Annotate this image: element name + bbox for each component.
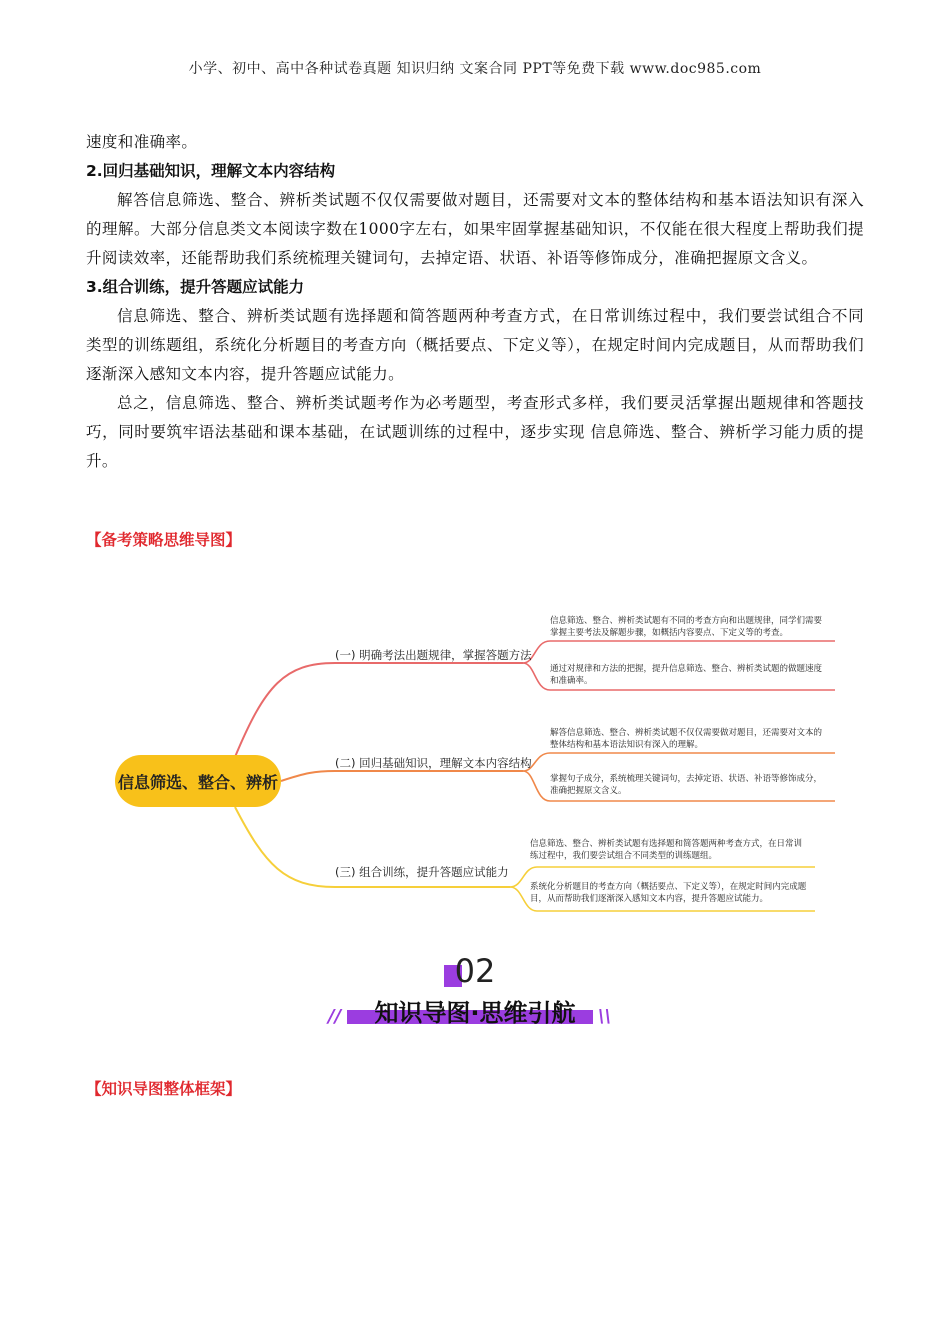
heading-2: 2.回归基础知识，理解文本内容结构 [86,162,336,180]
section-title: 知识导图·思维引航 [374,999,576,1027]
mindmap-leaf-2a: 解答信息筛选、整合、辨析类试题不仅仅需要做对题目，还需要对文本的整体结构和基本语法知识有深入的理解。 [550,728,823,750]
section-title-left-slashes-icon: // [328,1006,342,1027]
heading-3: 3.组合训练，提升答题应试能力 [86,278,305,296]
paragraph-2: 解答信息筛选、整合、辨析类试题不仅仅需要做对题目，还需要对文本的整体结构和基本语法知识有深入的理解。大部分信息类文本阅读字数在1000字左右，如果牢固掌握基础知识，不仅能在很大程度上帮助我们提升阅读效率，还能帮助我们系统梳理关键词句，去掉定语、状语、补语等修饰成分，准确把握原文含义。 [86,191,864,267]
mindmap-leaf-1b: 通过对规律和方法的把握，提升信息筛选、整合、辨析类试题的做题速度和准确率。 [550,664,823,686]
knowledge-frame-label: 【知识导图整体框架】 [86,1080,242,1098]
mindmap-leaf-3b: 系统化分析题目的考查方向（概括要点、下定义等），在规定时间内完成题目，从而帮助我们逐渐深入感知文本内容，提升答题应试能力。 [530,882,807,904]
paragraph-continuation: 速度和准确率。 [86,133,198,151]
page-header: 小学、初中、高中各种试卷真题 知识归纳 文案合同 PPT等免费下载 www.doc985.com [188,61,762,77]
mindmap-branch-3: (三) 组合训练，提升答题应试能力 [335,865,509,879]
section-number: 02 [454,952,496,990]
mindmap-branch-2: (二) 回归基础知识，理解文本内容结构 [335,756,532,770]
connector-leaf-1a [523,641,835,663]
mindmap-leaf-2b: 掌握句子成分，系统梳理关键词句，去掉定语、状语、补语等修饰成分，准确把握原文含义。 [550,774,823,796]
strategy-map-label: 【备考策略思维导图】 [86,531,242,549]
mindmap-root-node: 信息筛选、整合、辨析 [115,755,281,807]
paragraph-summary: 总之，信息筛选、整合、辨析类试题考作为必考题型，考查形式多样，我们要灵活掌握出题规律和答题技巧，同时要筑牢语法基础和课本基础，在试题训练的过程中，逐步实现 信息筛选、整合、辨析学习能力质的提升。 [86,394,864,470]
connector-branch-2 [281,771,523,781]
connector-branch-1 [235,663,523,757]
mindmap-leaf-3a: 信息筛选、整合、辨析类试题有选择题和简答题两种考查方式，在日常训练过程中，我们要尝试组合不同类型的训练题组。 [530,839,803,861]
strategy-mindmap [105,595,845,925]
paragraph-3: 信息筛选、整合、辨析类试题有选择题和简答题两种考查方式，在日常训练过程中，我们要尝试组合不同类型的训练题组，系统化分析题目的考查方向（概括要点、下定义等），在规定时间内完成题目，从而帮助我们逐渐深入感知文本内容，提升答题应试能力。 [86,307,864,383]
mindmap-branch-1: (一) 明确考法出题规律，掌握答题方法 [335,648,532,662]
connector-leaf-2a [523,753,835,771]
section-title-right-slashes-icon: \\ [598,1006,612,1027]
article-body [86,128,864,476]
mindmap-leaf-1a: 信息筛选、整合、辨析类试题有不同的考查方向和出题规律，同学们需要掌握主要考法及解题步骤，如概括内容要点、下定义等的考查。 [550,616,823,638]
